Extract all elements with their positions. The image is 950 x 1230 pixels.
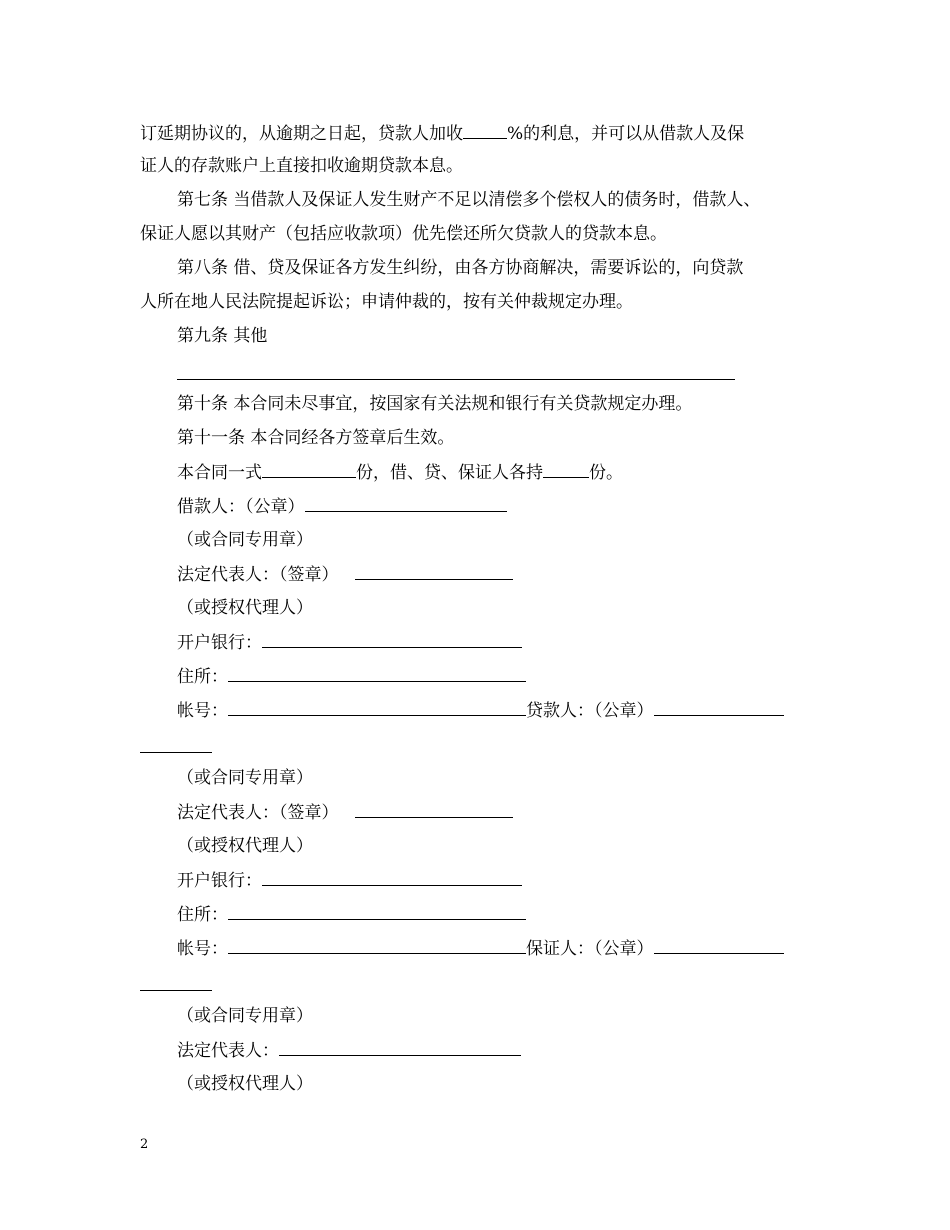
lender-address-line	[177, 902, 526, 927]
lender-bank-blank	[262, 868, 522, 886]
lender-seal-alt: （或合同专用章）	[177, 768, 313, 788]
borrower-bank-line	[177, 630, 522, 655]
article7-line1: 第七条 当借款人及保证人发生财产不足以清偿多个偿权人的债务时，借款人、	[177, 190, 761, 210]
article8-line2: 人所在地人民法院提起诉讼；申请仲裁的，按有关仲裁规定办理。	[140, 292, 633, 312]
borrower-label: 借款人：（公章）	[177, 497, 305, 517]
lender-bank-label: 开户银行：	[177, 871, 262, 891]
article8-line1: 第八条 借、贷及保证各方发生纠纷，由各方协商解决，需要诉讼的，向贷款	[177, 258, 744, 278]
article9-blank-line	[177, 379, 735, 380]
article6-continuation-line1	[140, 121, 744, 146]
borrower-address-line	[177, 664, 526, 689]
lender-rep-blank	[355, 800, 513, 818]
text: %的利息，并可以从借款人及保	[507, 124, 745, 144]
borrower-rep-blank	[355, 562, 513, 580]
article11: 第十一条 本合同经各方签章后生效。	[177, 428, 455, 448]
borrower-account-label: 帐号：	[177, 701, 228, 721]
text: 本合同一式	[177, 463, 262, 483]
copies-line	[177, 460, 623, 485]
blank-each	[543, 460, 589, 478]
lender-account-label: 帐号：	[177, 939, 228, 959]
lender-rep-label: 法定代表人：（签章）	[177, 803, 339, 823]
text: 订延期协议的，从逾期之日起，贷款人加收	[140, 124, 463, 144]
borrower-seal-blank	[305, 494, 507, 512]
lender-address-label: 住所：	[177, 905, 228, 925]
lender-label: 贷款人：（公章）	[526, 701, 654, 721]
article10: 第十条 本合同未尽事宜，按国家有关法规和银行有关贷款规定办理。	[177, 394, 693, 414]
lender-address-blank	[228, 902, 526, 920]
article9-title: 第九条 其他	[177, 326, 268, 346]
borrower-rep-label: 法定代表人：（签章）	[177, 565, 339, 585]
guarantor-rep-alt: （或授权代理人）	[177, 1074, 313, 1094]
borrower-rep-line	[177, 562, 513, 587]
lender-seal-blank	[654, 698, 784, 716]
lender-account-blank	[228, 936, 526, 954]
borrower-address-label: 住所：	[177, 667, 228, 687]
borrower-address-blank	[228, 664, 526, 682]
article7-line2: 保证人愿以其财产（包括应收款项）优先偿还所欠贷款人的贷款本息。	[140, 224, 667, 244]
guarantor-rep-blank	[279, 1038, 521, 1056]
guarantor-rep-label: 法定代表人：	[177, 1041, 279, 1061]
text: 份，借、贷、保证人各持	[356, 463, 543, 483]
borrower-account-blank	[228, 698, 526, 716]
text: 份。	[589, 463, 623, 483]
borrower-bank-blank	[262, 630, 522, 648]
borrower-bank-label: 开户银行：	[177, 633, 262, 653]
guarantor-seal-blank	[654, 936, 784, 954]
guarantor-seal-blank-wrap	[140, 990, 212, 991]
lender-account-line	[177, 936, 784, 961]
lender-bank-line	[177, 868, 522, 893]
page-number: 2	[140, 1137, 149, 1152]
guarantor-rep-line	[177, 1038, 521, 1063]
blank-rate	[463, 121, 507, 139]
guarantor-label: 保证人：（公章）	[526, 939, 654, 959]
lender-seal-blank-wrap	[140, 752, 212, 753]
lender-rep-line	[177, 800, 513, 825]
article6-continuation-line2: 证人的存款账户上直接扣收逾期贷款本息。	[140, 156, 463, 176]
borrower-seal-line	[177, 494, 507, 519]
borrower-account-line	[177, 698, 784, 723]
guarantor-seal-alt: （或合同专用章）	[177, 1006, 313, 1026]
borrower-rep-alt: （或授权代理人）	[177, 598, 313, 618]
blank-copies	[262, 460, 356, 478]
lender-rep-alt: （或授权代理人）	[177, 836, 313, 856]
borrower-seal-alt: （或合同专用章）	[177, 530, 313, 550]
